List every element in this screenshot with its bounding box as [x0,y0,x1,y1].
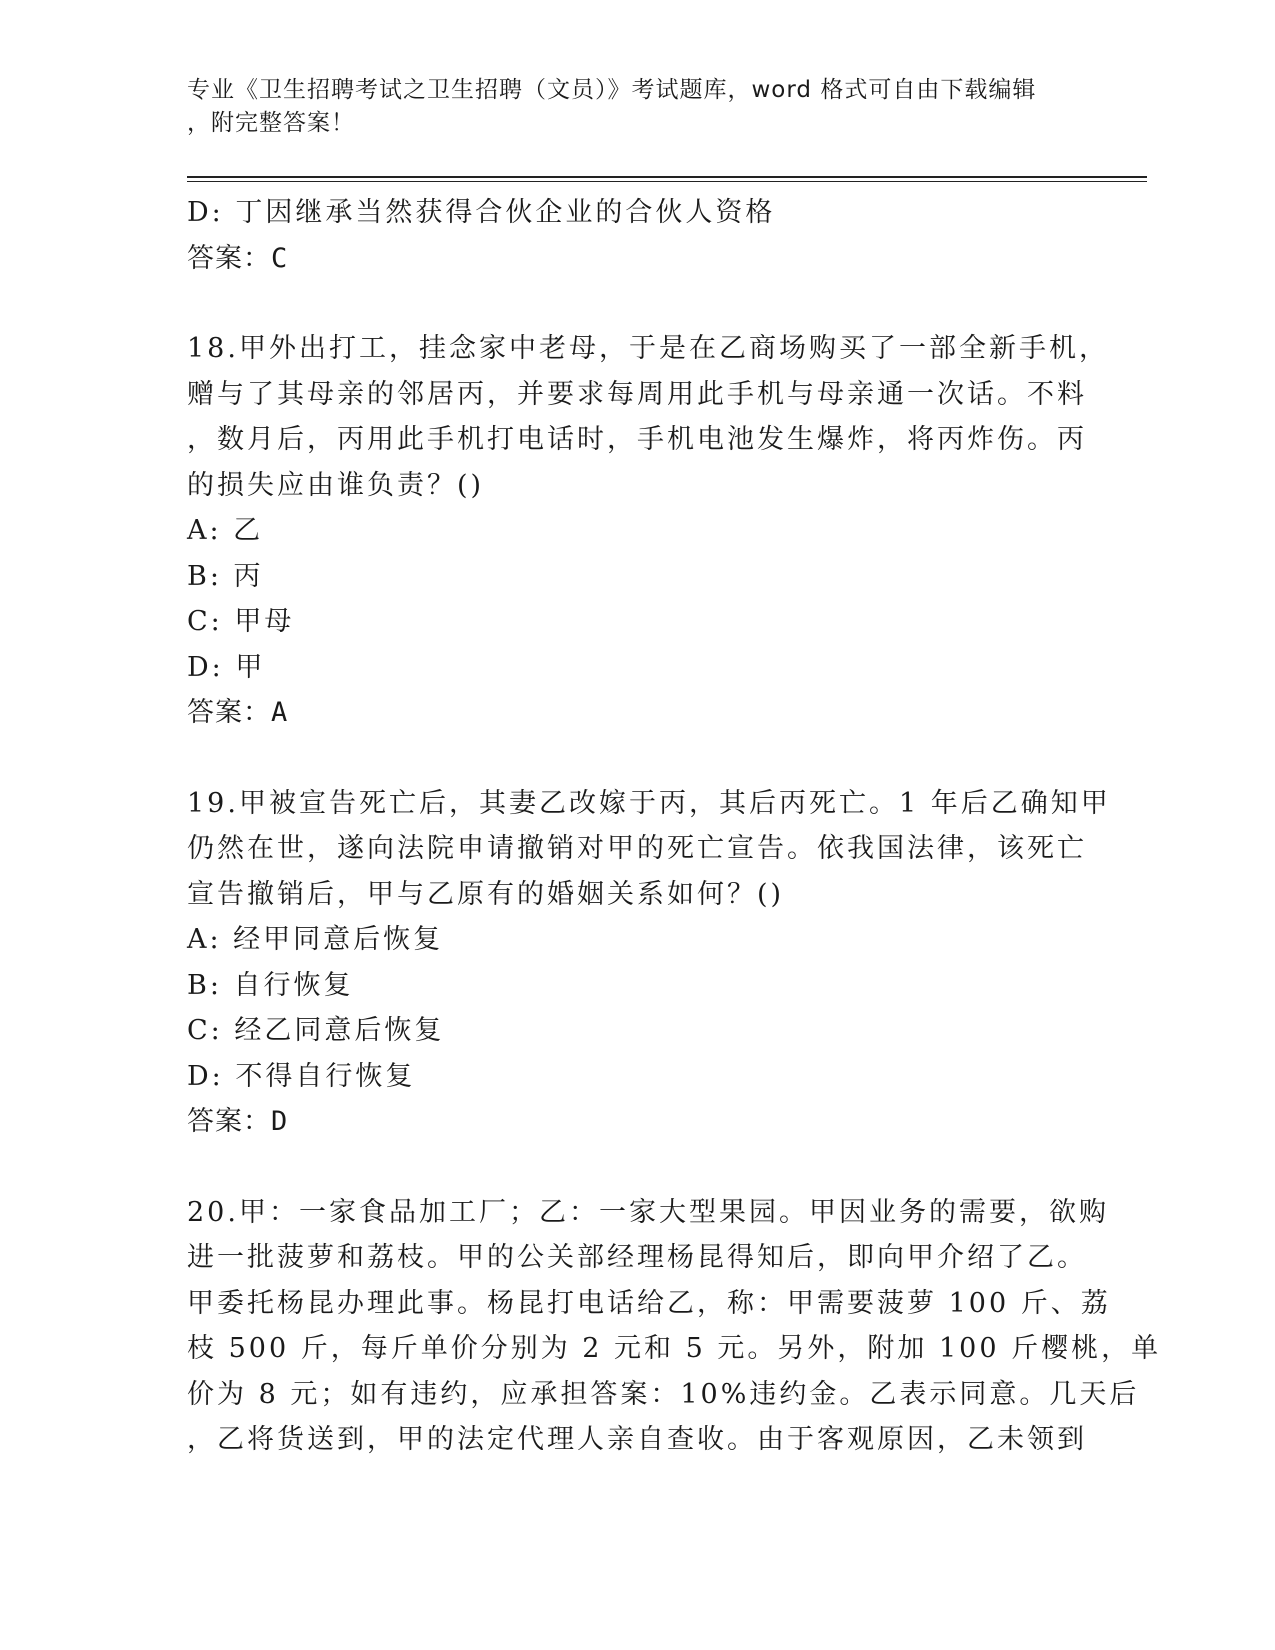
question-text-line: 枝 500 斤，每斤单价分别为 2 元和 5 元。另外，附加 100 斤樱桃，单 [187,1333,1162,1364]
question-text-line: 仍然在世，遂向法院申请撤销对甲的死亡宣告。依我国法律，该死亡 [187,833,1087,864]
question-text-line: 20.甲：一家食品加工厂；乙：一家大型果园。甲因业务的需要，欲购 [187,1196,1109,1228]
question-text-line: 的损失应由谁负责？() [187,469,485,501]
question-text-line: ，数月后，丙用此手机打电话时，手机电池发生爆炸，将丙炸伤。丙 [187,424,1087,455]
option-a: A: 经甲同意后恢复 [187,924,444,955]
answer-value: C [271,242,289,274]
option-b: B: 丙 [187,560,264,592]
question-text-line: ，乙将货送到，甲的法定代理人亲自查收。由于客观原因，乙未领到 [187,1424,1087,1455]
question-text-line: 赠与了其母亲的邻居丙，并要求每周用此手机与母亲通一次话。不料 [187,378,1087,410]
answer-label: 答案： [187,242,271,274]
document-header [187,74,1087,140]
question-text-line: 进一批菠萝和荔枝。甲的公关部经理杨昆得知后，即向甲介绍了乙。 [187,1242,1087,1273]
question-text-line: 19.甲被宣告死亡后，其妻乙改嫁于丙，其后丙死亡。1 年后乙确知甲 [187,787,1111,819]
answer-line [187,690,1087,736]
answer-label: 答案： [187,1106,271,1137]
header-line-1: 专业《卫生招聘考试之卫生招聘（文员）》考试题库，word 格式可自由下载编辑 [187,77,1037,103]
question-19 [187,781,1111,1145]
header-line-2: ，附完整答案！ [187,110,355,136]
option-d: D: 丁因继承当然获得合伙企业的合伙人资格 [187,197,776,228]
answer-line [187,236,1087,282]
header-rule-thin [187,181,1147,182]
answer-value: D [271,1106,289,1137]
option-b: B: 自行恢复 [187,969,354,1001]
previous-question-tail [187,190,1087,281]
answer-value: A [271,697,289,728]
question-20 [187,1190,1162,1463]
option-c: C: 甲母 [187,606,295,637]
option-a: A: 乙 [187,515,264,546]
document-body [187,190,1162,1463]
header-rule-thick [187,176,1147,178]
question-text-line: 18.甲外出打工，挂念家中老母，于是在乙商场购买了一部全新手机， [187,333,1109,364]
question-text-line: 甲委托杨昆办理此事。杨昆打电话给乙，称：甲需要菠萝 100 斤、荔 [187,1287,1111,1319]
question-18 [187,326,1109,736]
option-d: D: 甲 [187,651,266,683]
answer-line [187,1099,1087,1145]
answer-label: 答案： [187,697,271,728]
option-c: C: 经乙同意后恢复 [187,1015,445,1046]
question-text-line: 价为 8 元；如有违约，应承担答案：10%违约金。乙表示同意。几天后 [187,1378,1140,1410]
question-text-line: 宣告撤销后，甲与乙原有的婚姻关系如何？() [187,878,785,910]
option-d: D: 不得自行恢复 [187,1060,416,1092]
